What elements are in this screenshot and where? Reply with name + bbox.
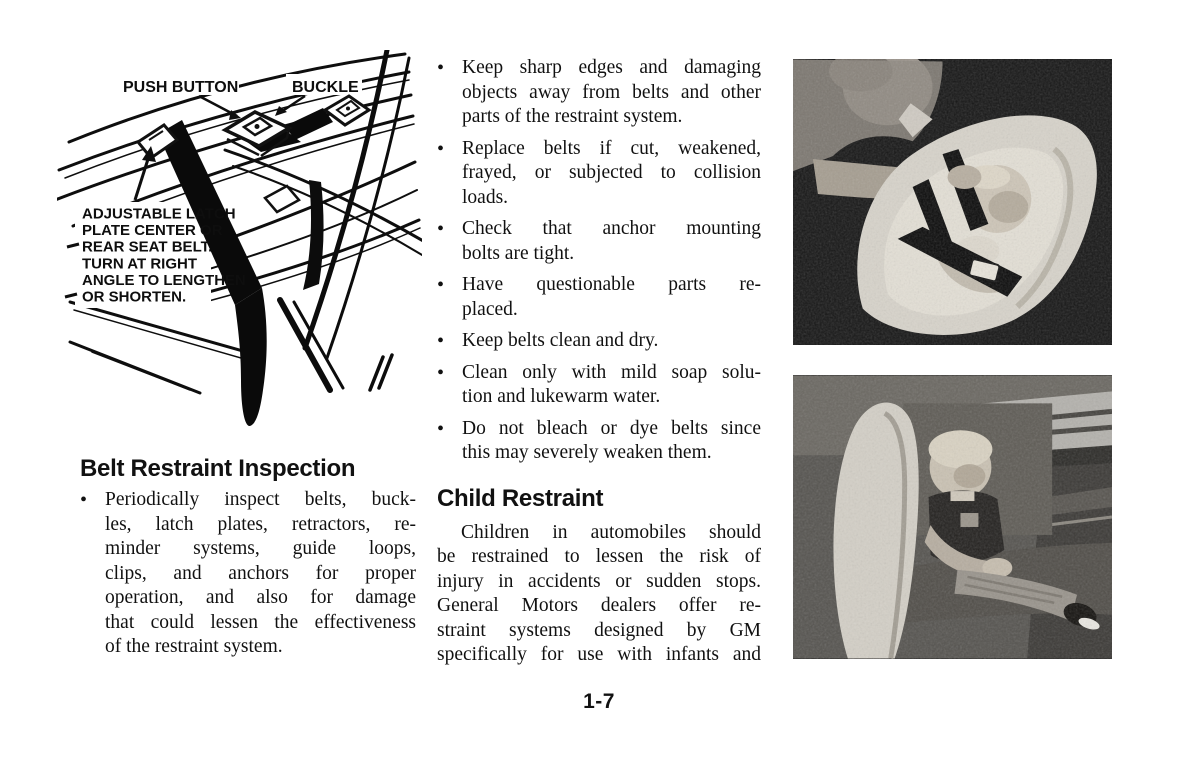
bullet-item [437,361,761,410]
bullet-item [437,217,761,266]
latch-label-line: ANGLE TO LENGTHEN [82,271,246,289]
text-line: General Motors dealers offer re- [437,595,761,616]
belt-inspection-bullet-list [80,488,416,660]
belt-care-bullet-list [437,56,761,466]
text-line: les, latch plates, retractors, re- [105,513,416,535]
toddler-restraint-photo [793,375,1112,659]
text-line: injury in accidents or sudden stops. [437,570,761,592]
text-line: that could lessen the effectiveness [105,611,416,633]
text-line: operation, and also for damage [105,587,416,608]
latch-label-line: PLATE CENTER OR [82,222,223,240]
text-line: tion and lukewarm water. [462,386,661,407]
latch-label-line: OR SHORTEN. [82,288,187,306]
buckle-label: BUCKLE [292,79,359,96]
push-button-dot [255,124,260,129]
text-line: Have questionable parts re- [462,274,761,295]
bullet-item [437,56,761,130]
text-line: bolts are tight. [462,242,575,264]
bullet-item [437,329,761,354]
text-line: specifically for use with infants and [437,644,761,665]
child-restraint-paragraph [437,521,761,668]
text-line: objects away from belts and other [462,81,761,103]
bullet-item [437,273,761,322]
belt-restraint-inspection-heading: Belt Restraint Inspection [80,455,356,482]
infant-restraint-photo [793,59,1112,345]
text-line: clips, and anchors for proper [105,562,416,584]
bullet-marker-icon: • [437,417,445,440]
text-line: straint systems designed by GM [437,619,761,641]
text-line: Periodically inspect belts, buck- [105,489,416,510]
text-line: Do not bleach or dye belts since [462,417,761,439]
bullet-marker-icon: • [437,218,445,240]
left-column [80,455,416,667]
text-line: be restrained to lessen the risk of [437,546,761,567]
bullet-marker-icon: • [437,361,445,384]
text-line: parts of the restraint system. [462,106,683,127]
text-line: Check that anchor mounting [462,218,761,239]
page-number: 1-7 [583,690,615,713]
bullet-marker-icon: • [437,57,445,79]
text-line: Keep sharp edges and damaging [462,57,761,78]
text-line: this may severely weaken them. [462,442,712,463]
bullet-item [80,488,416,660]
bullet-marker-icon: • [437,330,445,352]
diagram-line-art [57,50,422,435]
push-button-label: PUSH BUTTON [123,79,239,96]
latch-label-line: REAR SEAT BELT. [82,238,213,256]
text-line: Replace belts if cut, weakened, [462,137,761,159]
bullet-text [105,488,416,660]
child-restraint-heading: Child Restraint [437,484,604,512]
latch-label-line: ADJUSTABLE LATCH [82,205,236,223]
bullet-text [462,329,761,354]
bolster-shadow [303,180,324,290]
bullet-text [462,361,761,410]
bullet-item [437,137,761,211]
double-slash-marks [370,355,392,390]
film-grain-overlay [793,375,1112,658]
text-line: placed. [462,298,518,320]
bullet-marker-icon: • [437,274,445,296]
text-line: Clean only with mild soap solu- [462,361,761,383]
text-line: loads. [462,186,509,208]
bullet-text [462,417,761,466]
film-grain-overlay [793,59,1112,344]
bullet-text [462,137,761,211]
seatbelt-buckle-diagram [57,50,422,435]
middle-column [437,56,761,668]
bullet-item [437,417,761,466]
latch-label-line: TURN AT RIGHT [82,255,197,273]
bullet-text [462,217,761,266]
text-line: minder systems, guide loops, [105,538,416,559]
text-line: Children in automobiles should [461,521,761,543]
text-line: frayed, or subjected to collision [462,162,761,183]
bullet-text [462,273,761,322]
text-line: Keep belts clean and dry. [462,330,659,351]
bullet-marker-icon: • [437,137,445,160]
bullet-marker-icon: • [80,489,88,511]
bullet-text [462,56,761,130]
text-line: of the restraint system. [105,636,283,657]
